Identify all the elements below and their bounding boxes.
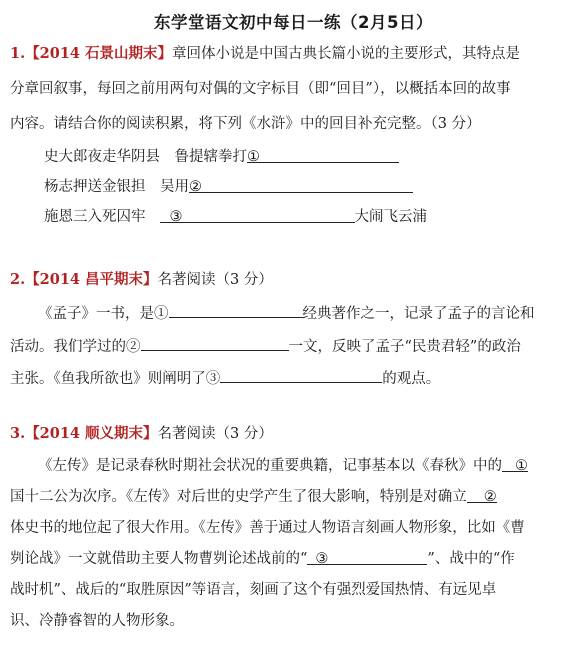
q1-text: 章回体小说是中国古典长篇小说的主要形式，其特点是 xyxy=(172,46,521,62)
q1-line-1 xyxy=(10,44,520,64)
q2-heading-rest: 名著阅读（3 分） xyxy=(157,272,273,288)
q3-blank-2: ② xyxy=(467,487,497,503)
q2-blank-2 xyxy=(141,335,289,351)
q3-blank-3: ③ xyxy=(307,549,427,565)
q1-line-3: 内容。请结合你的阅读积累，将下列《水浒》中的回目补充完整。（3 分） xyxy=(10,116,481,132)
q3-line-7: 识、冷静睿智的人物形象。 xyxy=(10,613,184,629)
q3-number: 3. xyxy=(10,425,26,442)
q1-row-2 xyxy=(44,177,413,197)
q2-line-2: 《孟子》一书，是① 经典著作之一，记录了孟子的言论和 xyxy=(38,302,535,324)
q1-blank-2: ② xyxy=(189,177,413,193)
q1-line-2: 分章回叙事，每回之前用两句对偶的文字标目（即“回目”），以概括本回的故事 xyxy=(10,81,511,97)
q2-line-1 xyxy=(10,270,273,290)
q3-line-2: 《左传》是记录春秋时期社会状况的重要典籍，记事基本以《春秋》中的 ① xyxy=(38,458,528,474)
q3-heading-rest: 名著阅读（3 分） xyxy=(157,426,273,442)
q3-line-6: 战时机”、战后的“取胜原因”等语言，刻画了这个有强烈爱国热情、有远见卓 xyxy=(10,582,497,598)
q3-line-4: 体史书的地位起了很大作用。《左传》善于通过人物语言刻画人物形象，比如《曹 xyxy=(10,520,525,536)
page-title: 东学堂语文初中每日一练（2月5日） xyxy=(154,13,433,32)
q1-source: 【2014 石景山期末】 xyxy=(25,45,173,62)
q1-row-1-text: 史大郎夜走华阴县 鲁提辖拳打 xyxy=(44,149,247,165)
q1-row-3-text: 施恩三入死囚牢 xyxy=(44,209,146,225)
q3-source: 【2014 顺义期末】 xyxy=(25,425,158,442)
q1-number: 1. xyxy=(10,45,26,62)
q1-blank-1: ① xyxy=(247,147,399,163)
q3-line-1 xyxy=(10,424,273,444)
q1-row-2-text: 杨志押送金银担 吴用 xyxy=(44,179,189,195)
q2-source: 【2014 昌平期末】 xyxy=(25,271,158,288)
q1-row-3-tail: 大闹飞云浦 xyxy=(354,209,427,225)
q3-line-5: 刿论战》一文就借助主要人物曹刿论述战前的“ ③ ”、战中的“作 xyxy=(10,551,515,567)
q1-row-1 xyxy=(44,147,399,167)
q2-number: 2. xyxy=(10,271,26,288)
q1-blank-3: ③ xyxy=(160,207,355,223)
q2-blank-1 xyxy=(169,302,303,318)
q2-line-3: 活动。我们学过的② 一文，反映了孟子“民贵君轻”的政治 xyxy=(10,335,521,357)
q3-line-3: 国十二公为次序。《左传》对后世的史学产生了很大影响，特别是对确立 ② xyxy=(10,489,497,505)
q3-blank-1: ① xyxy=(502,456,528,472)
q1-row-3 xyxy=(44,207,427,227)
q2-line-4: 主张。《鱼我所欲也》则阐明了③ 的观点。 xyxy=(10,367,440,389)
q2-blank-3 xyxy=(220,367,382,383)
